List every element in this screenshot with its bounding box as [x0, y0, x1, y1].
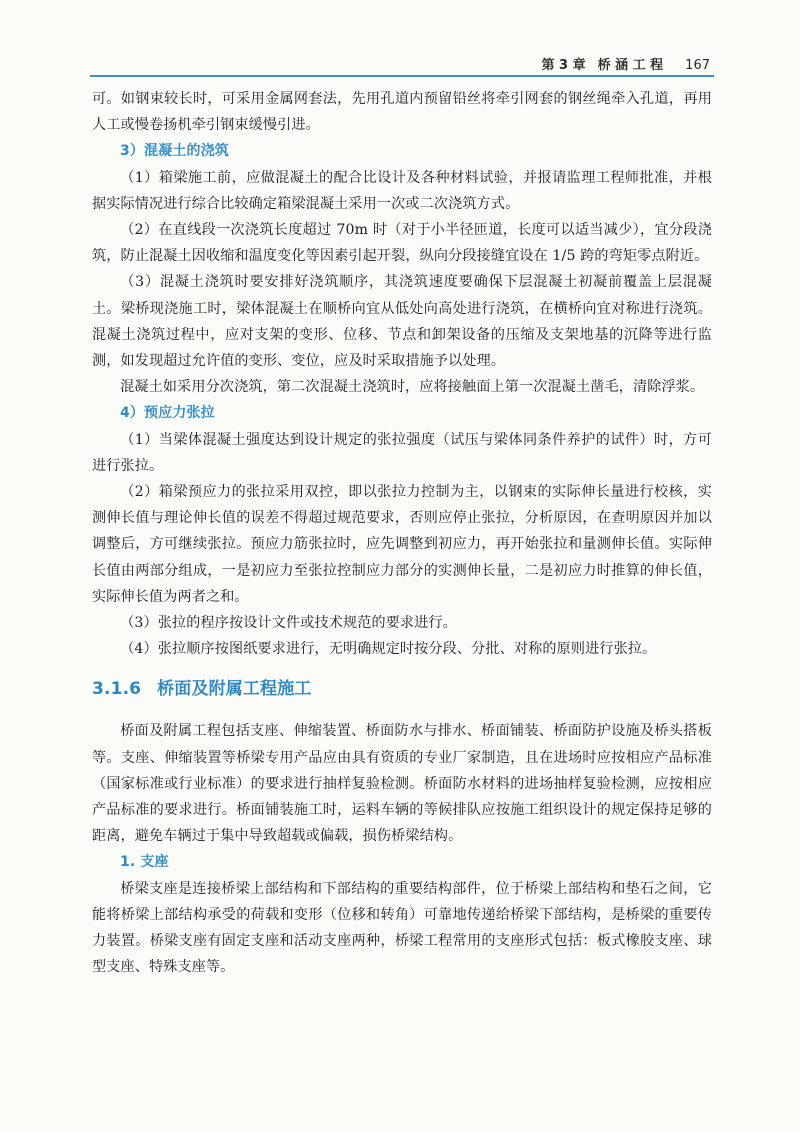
page-body	[92, 86, 712, 981]
section-number: 3.1.6	[92, 679, 142, 700]
paragraph: （4）张拉顺序按图纸要求进行，无明确规定时按分段、分批、对称的原则进行张拉。	[120, 641, 657, 658]
paragraph: 可。如钢束较长时，可采用金属网套法，先用孔道内预留铅丝将牵引网套的钢丝绳牵入孔道，再用人工或慢卷扬机牵引钢束缓慢引进。	[92, 91, 712, 134]
subheading-prestress-tensioning: 4）预应力张拉	[120, 405, 215, 422]
paragraph: （2）在直线段一次浇筑长度超过 70m 时（对于小半径匝道，长度可以适当减少），宜分段浇筑，防止混凝土因收缩和温度变化等因素引起开裂，纵向分段接缝宜设在 1/5 跨的弯矩零点附近。	[92, 222, 712, 265]
paragraph: （2）箱梁预应力的张拉采用双控，即以张拉力控制为主，以钢束的实际伸长量进行校核，实测伸长值与理论伸长值的误差不得超过规范要求，否则应停止张拉，分析原因，在查明原因并加以调整后，方可继续张拉。预应力筋张拉时，应先调整到初应力，再开始张拉和量测伸长值。实际伸长值由两部分组成，一是初应力至张拉控制应力部分的实测伸长量，二是初应力时推算的伸长值，实际伸长值为两者之和。	[92, 484, 712, 605]
subheading-concrete-pouring: 3）混凝土的浇筑	[120, 143, 229, 160]
header-rule	[90, 75, 714, 77]
paragraph: （1）当梁体混凝土强度达到设计规定的张拉强度（试压与梁体同条件养护的试件）时，方可进行张拉。	[92, 431, 712, 474]
paragraph: 混凝土如采用分次浇筑，第二次混凝土浇筑时，应将接触面上第一次混凝土凿毛，清除浮浆。	[120, 379, 705, 396]
paragraph: 桥梁支座是连接桥梁上部结构和下部结构的重要结构部件，位于桥梁上部结构和垫石之间，它能将桥梁上部结构承受的荷载和变形（位移和转角）可靠地传递给桥梁下部结构，是桥梁的重要传力装置。桥梁支座有固定支座和活动支座两种，桥梁工程常用的支座形式包括：板式橡胶支座、球型支座、特殊支座等。	[92, 880, 712, 976]
paragraph: （1）箱梁施工前，应做混凝土的配合比设计及各种材料试验，并报请监理工程师批准，并根据实际情况进行综合比较确定箱梁混凝土采用一次或二次浇筑方式。	[92, 169, 712, 212]
paragraph: （3）张拉的程序按设计文件或技术规范的要求进行。	[120, 615, 457, 632]
chapter-label: 第 3 章	[541, 58, 586, 73]
running-head	[541, 54, 710, 73]
page-number: 167	[685, 58, 710, 73]
chapter-title: 桥 涵 工 程	[597, 58, 664, 73]
paragraph: 桥面及附属工程包括支座、伸缩装置、桥面防水与排水、桥面铺装、桥面防护设施及桥头搭板等。支座、伸缩装置等桥梁专用产品应由具有资质的专业厂家制造，且在进场时应按相应产品标准（国家标准或行业标准）的要求进行抽样复验检测。桥面防水材料的进场抽样复验检测，应按相应产品标准的要求进行。桥面铺装施工时，运料车辆的等候排队应按施工组织设计的规定保持足够的距离，避免车辆过于集中导致超载或偏载，损伤桥梁结构。	[92, 723, 712, 845]
paragraph: （3）混凝土浇筑时要安排好浇筑顺序，其浇筑速度要确保下层混凝土初凝前覆盖上层混凝土。梁桥现浇施工时，梁体混凝土在顺桥向宜从低处向高处进行浇筑，在横桥向宜对称进行浇筑。混凝土浇筑过程中，应对支架的变形、位移、节点和卸架设备的压缩及支架地基的沉降等进行监测，如发现超过允许值的变形、变位，应及时采取措施予以处理。	[92, 274, 712, 370]
section-title: 桥面及附属工程施工	[157, 679, 312, 700]
page-header	[0, 0, 800, 78]
section-heading	[92, 676, 712, 702]
subheading-bearing: 1. 支座	[120, 854, 169, 871]
